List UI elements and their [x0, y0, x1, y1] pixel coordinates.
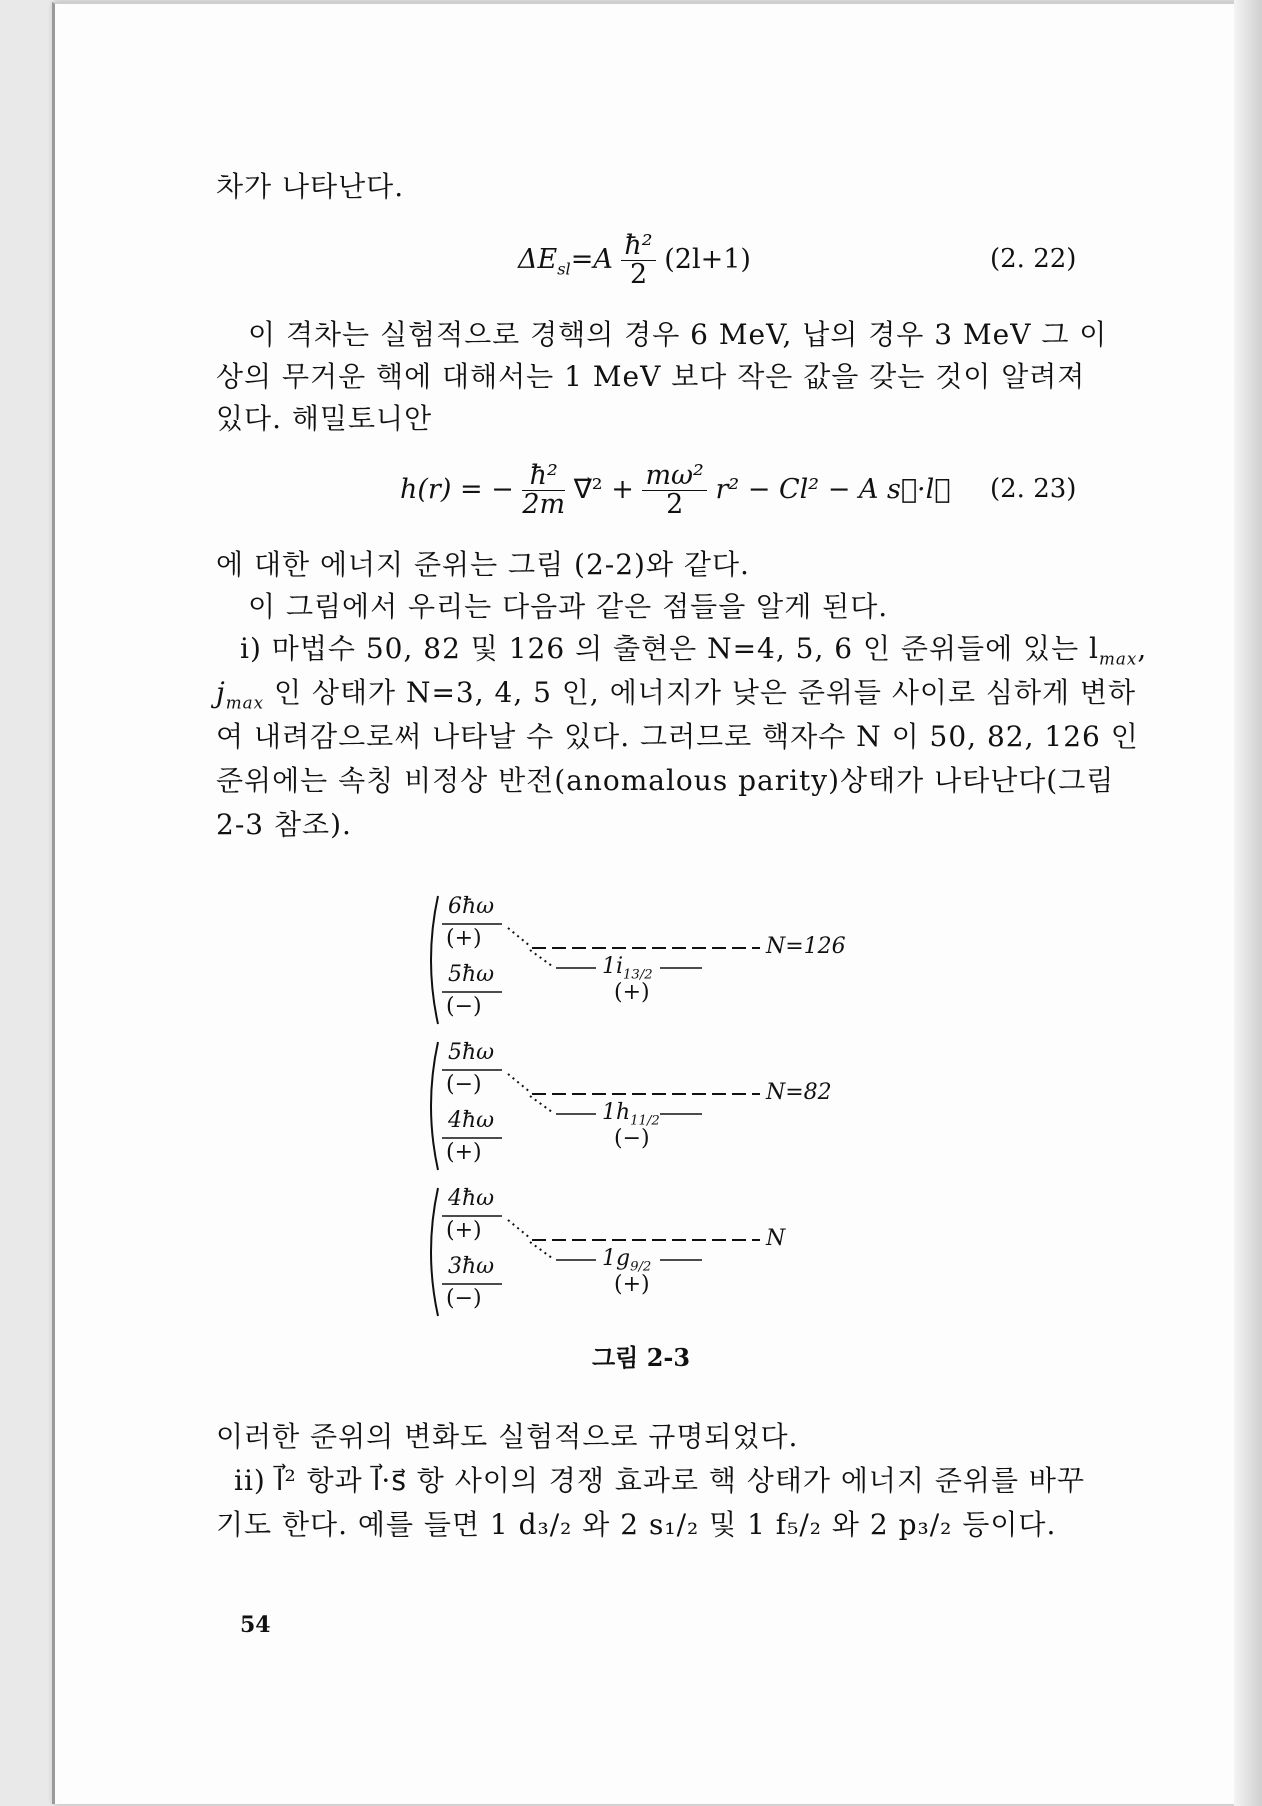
eq2-fraction-1: [522, 462, 565, 519]
eq2-lhs: h(r) = −: [400, 474, 514, 505]
intruder-level-label: [602, 954, 653, 982]
text-span: 인 상태가 N=3, 4, 5 인, 에너지가 낮은 준위들 사이로 심하게 변하: [264, 676, 1137, 709]
shell-lower-parity: [446, 994, 482, 1019]
intruder-level-label: [602, 1100, 660, 1128]
dotted-connector: [508, 1074, 530, 1092]
shell-upper-label-text: 5ħω: [448, 1040, 495, 1065]
shell-upper-label: [448, 1040, 494, 1065]
intruder-level-label-sub: 13/2: [623, 967, 653, 983]
text-line: 있다. 해밀토니안: [216, 402, 433, 435]
text-line: ii) l⃗² 항과 l⃗·s⃗ 항 사이의 경쟁 효과로 핵 상태가 에너지 준위를 바꾸: [234, 1464, 1086, 1497]
shell-lower-parity: [446, 1286, 482, 1311]
equation-2-23: [400, 462, 950, 519]
intruder-level-parity: [614, 980, 650, 1005]
intruder-level-label: [602, 1246, 651, 1274]
intruder-level-parity-text: (+): [614, 1272, 650, 1297]
text-line: 준위에는 속칭 비정상 반전(anomalous parity)상태가 나타난다(그림: [216, 764, 1115, 797]
magic-number-label: [766, 1226, 785, 1251]
magic-number-label: [766, 1080, 832, 1105]
eq2-f1-num: ħ²: [522, 462, 565, 491]
text-line: 차가 나타난다.: [216, 170, 405, 203]
shell-upper-label: [448, 1186, 494, 1211]
text-line: 2-3 참조).: [216, 808, 352, 841]
eq-lhs: ΔE: [518, 244, 558, 275]
shell-upper-label-text: 6ħω: [448, 894, 495, 919]
magic-number-label-text: N=82: [766, 1080, 832, 1105]
shell-upper-label-text: 4ħω: [448, 1186, 495, 1211]
intruder-level-parity-text: (+): [614, 980, 650, 1005]
shell-upper-parity-text: (−): [446, 1072, 482, 1097]
text-line: 기도 한다. 예를 들면 1 d₃/₂ 와 2 s₁/₂ 및 1 f₅/₂ 와 2 p₃/₂ 등이다.: [216, 1508, 1057, 1541]
magic-number-label: [766, 934, 846, 959]
magic-number-label-text: N=126: [766, 934, 846, 959]
text-span: j: [216, 676, 226, 709]
eq2-mid: ∇⃗² +: [573, 474, 634, 505]
eq-fraction: [621, 232, 655, 289]
shell-upper-parity: [446, 1072, 482, 1097]
intruder-level-parity-text: (−): [614, 1126, 650, 1151]
text-line: [240, 632, 1147, 676]
intruder-level-label-text: 1g: [602, 1246, 631, 1271]
dotted-connector: [530, 950, 552, 966]
eq-rest: (2l+1): [664, 244, 751, 275]
text-span: i) 마법수 50, 82 및 126 의 출현은 N=4, 5, 6 인 준위들에 있는 l: [240, 632, 1099, 665]
eq2-rest: r² − Cl² − A s⃗·l⃗: [715, 474, 951, 505]
intruder-level-label-text: 1h: [602, 1100, 631, 1125]
shell-lower-label-text: 5ħω: [448, 962, 495, 987]
text-line: [216, 676, 1136, 720]
shell-upper-parity: [446, 1218, 482, 1243]
shell-upper-parity: [446, 926, 482, 951]
page-number: 54: [240, 1612, 271, 1638]
equation-number: (2. 23): [990, 474, 1077, 504]
eq-frac-num: ħ²: [621, 232, 655, 261]
eq2-f2-den: 2: [666, 489, 684, 520]
eq2-fraction-2: [642, 462, 706, 519]
book-spine-edge: [1234, 0, 1262, 1806]
eq-lhs-sub: sl: [557, 259, 571, 279]
shell-lower-parity-text: (+): [446, 1140, 482, 1165]
eq-equals: =A: [570, 244, 613, 275]
shell-upper-parity-text: (+): [446, 926, 482, 951]
magic-number-label-text: N: [766, 1226, 786, 1251]
eq2-f1-den: 2m: [522, 489, 566, 520]
shell-upper-label: [448, 894, 494, 919]
intruder-level-label-sub: 9/2: [630, 1259, 652, 1275]
shell-upper-parity-text: (+): [446, 1218, 482, 1243]
text-line: 여 내려감으로써 나타날 수 있다. 그러므로 핵자수 N 이 50, 82, 126 인: [216, 720, 1139, 753]
shell-lower-label: [448, 1254, 494, 1279]
group-bracket: [431, 896, 438, 1024]
dotted-connector: [508, 1220, 530, 1238]
text-line: 에 대한 에너지 준위는 그림 (2-2)와 같다.: [216, 548, 750, 581]
text-line: 상의 무거운 핵에 대해서는 1 MeV 보다 작은 값을 갖는 것이 알려져: [216, 360, 1086, 393]
shell-lower-label: [448, 1108, 494, 1133]
shell-lower-label: [448, 962, 494, 987]
shell-lower-parity-text: (−): [446, 1286, 482, 1311]
text-span: ,: [1137, 632, 1148, 665]
equation-number: (2. 22): [990, 244, 1077, 274]
text-line: 이 격차는 실험적으로 경핵의 경우 6 MeV, 납의 경우 3 MeV 그 이: [248, 318, 1108, 351]
intruder-level-parity: [614, 1126, 650, 1151]
intruder-level-label-text: 1i: [602, 954, 624, 979]
eq-frac-den: 2: [629, 259, 648, 290]
group-bracket: [431, 1042, 438, 1170]
dotted-connector: [508, 928, 530, 946]
shell-lower-label-text: 4ħω: [448, 1108, 495, 1133]
shell-lower-label-text: 3ħω: [448, 1254, 495, 1279]
dotted-connector: [530, 1242, 552, 1258]
text-sub: max: [225, 692, 265, 713]
intruder-level-label-sub: 11/2: [630, 1113, 660, 1129]
text-sub: max: [1098, 648, 1138, 669]
shell-lower-parity-text: (−): [446, 994, 482, 1019]
eq2-f2-num: mω²: [642, 462, 706, 491]
equation-2-22: [518, 232, 751, 289]
intruder-level-parity: [614, 1272, 650, 1297]
text-line: 이 그림에서 우리는 다음과 같은 점들을 알게 된다.: [248, 590, 889, 623]
text-line: 이러한 준위의 변화도 실험적으로 규명되었다.: [216, 1420, 799, 1453]
group-bracket: [431, 1188, 438, 1316]
shell-lower-parity: [446, 1140, 482, 1165]
figure-caption: 그림 2-3: [592, 1343, 691, 1372]
dotted-connector: [530, 1096, 552, 1112]
